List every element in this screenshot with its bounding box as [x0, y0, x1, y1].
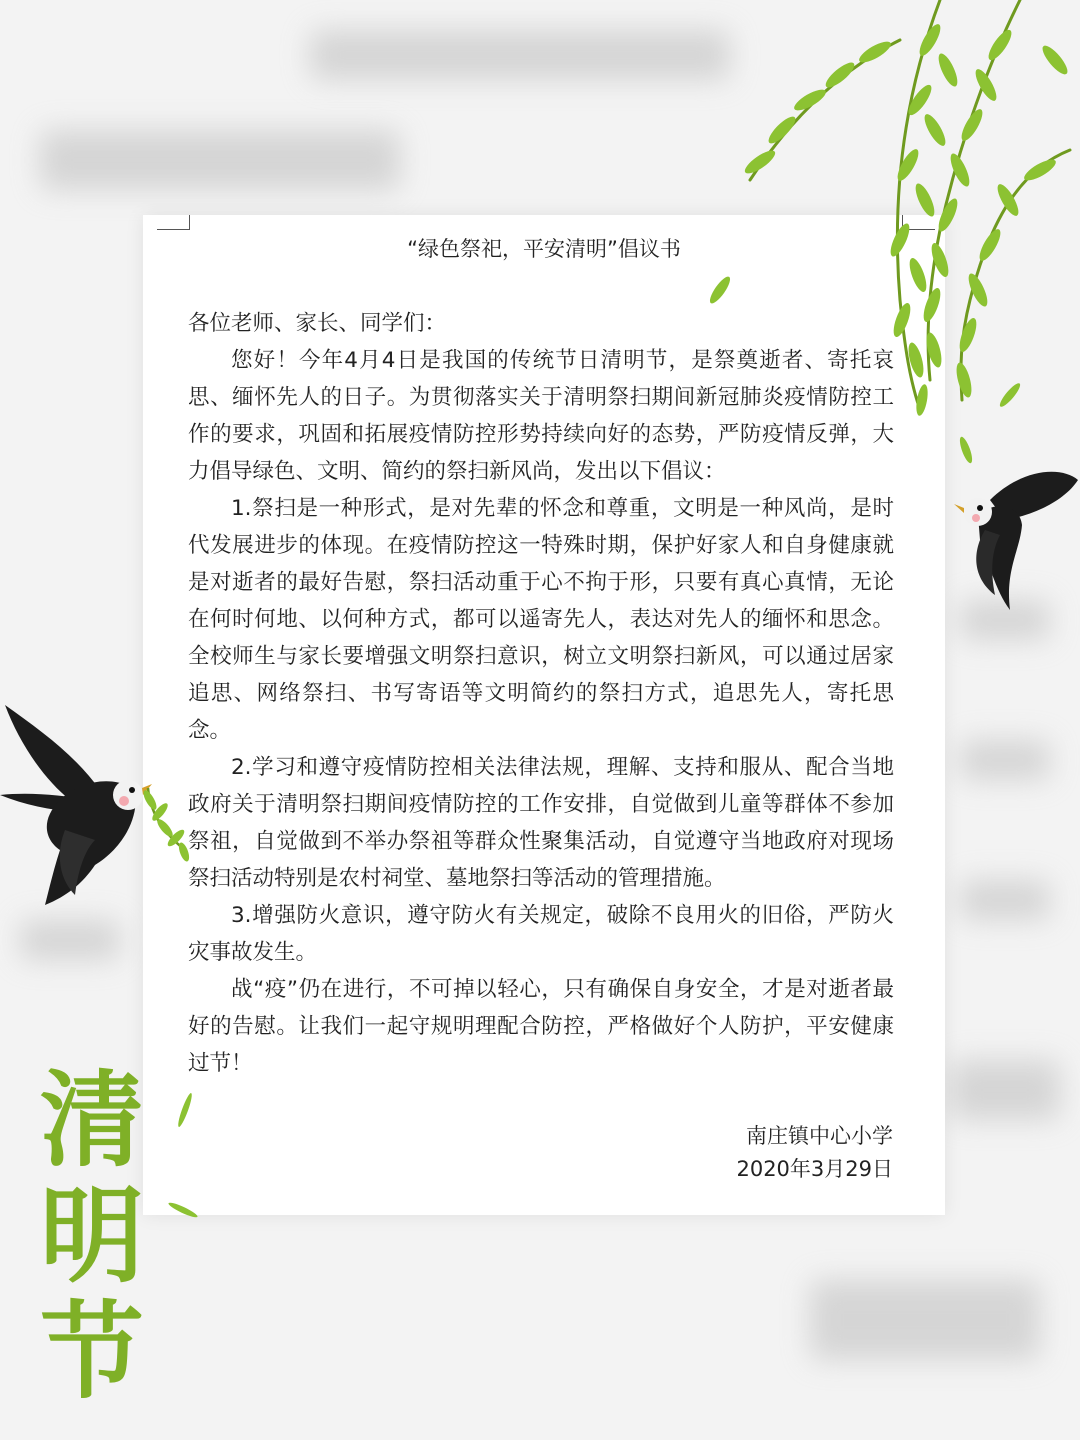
- leaf-icon: [155, 1085, 215, 1235]
- willow-branch-icon: [690, 0, 1080, 480]
- paragraph: 3.增强防火意识，遵守防火有关规定，破除不良用火的旧俗，严防火灾事故发生。: [188, 903, 894, 965]
- background-blur: [310, 30, 730, 80]
- crop-mark: [157, 215, 190, 230]
- background-blur: [20, 920, 120, 960]
- signature-block: [736, 1120, 893, 1186]
- date: 2020年3月29日: [736, 1157, 893, 1181]
- background-blur: [950, 1060, 1060, 1120]
- signature: 南庄镇中心小学: [746, 1124, 893, 1148]
- festival-name: 清明节: [39, 1058, 144, 1413]
- swallow-icon: [950, 460, 1080, 620]
- document-title: “绿色祭祀，平安清明”倡议书: [407, 237, 681, 261]
- greeting: 各位老师、家长、同学们：: [188, 311, 447, 336]
- background-blur: [810, 1280, 1040, 1360]
- background-blur: [960, 880, 1050, 920]
- background-blur: [40, 130, 400, 190]
- paragraph: 您好！今年4月4日是我国的传统节日清明节，是祭奠逝者、寄托哀思、缅怀先人的日子。为贯彻落实关于清明祭扫期间新冠肺炎疫情防控工作的要求，巩固和拓展疫情防控形势持续向好的态势，严防疫情反弹，大力倡导绿色、文明、简约的祭扫新风尚，发出以下倡议：: [188, 348, 894, 484]
- paragraph: 战“疫”仍在进行，不可掉以轻心，只有确保自身安全，才是对逝者最好的告慰。让我们一起守规明理配合防控，严格做好个人防护，平安健康过节！: [188, 977, 894, 1076]
- paragraph: 2.学习和遵守疫情防控相关法律法规，理解、支持和服从、配合当地政府关于清明祭扫期间疫情防控的工作安排，自觉做到儿童等群体不参加祭祖，自觉做到不举办祭祖等群众性聚集活动，自觉遵守当地政府对现场祭扫活动特别是农村祠堂、墓地祭扫等活动的管理措施。: [188, 755, 894, 891]
- paragraph: 1.祭扫是一种形式，是对先辈的怀念和尊重，文明是一种风尚，是时代发展进步的体现。在疫情防控这一特殊时期，保护好家人和自身健康就是对逝者的最好告慰，祭扫活动重于心不拘于形，只要有真心真情，无论在何时何地、以何种方式，都可以遥寄先人，表达对先人的缅怀和思念。全校师生与家长要增强文明祭扫意识，树立文明祭扫新风，可以通过居家追思、网络祭扫、书写寄语等文明简约的祭扫方式，追思先人，寄托思念。: [188, 496, 894, 743]
- swallow-icon: [0, 700, 210, 910]
- background-blur: [960, 740, 1050, 780]
